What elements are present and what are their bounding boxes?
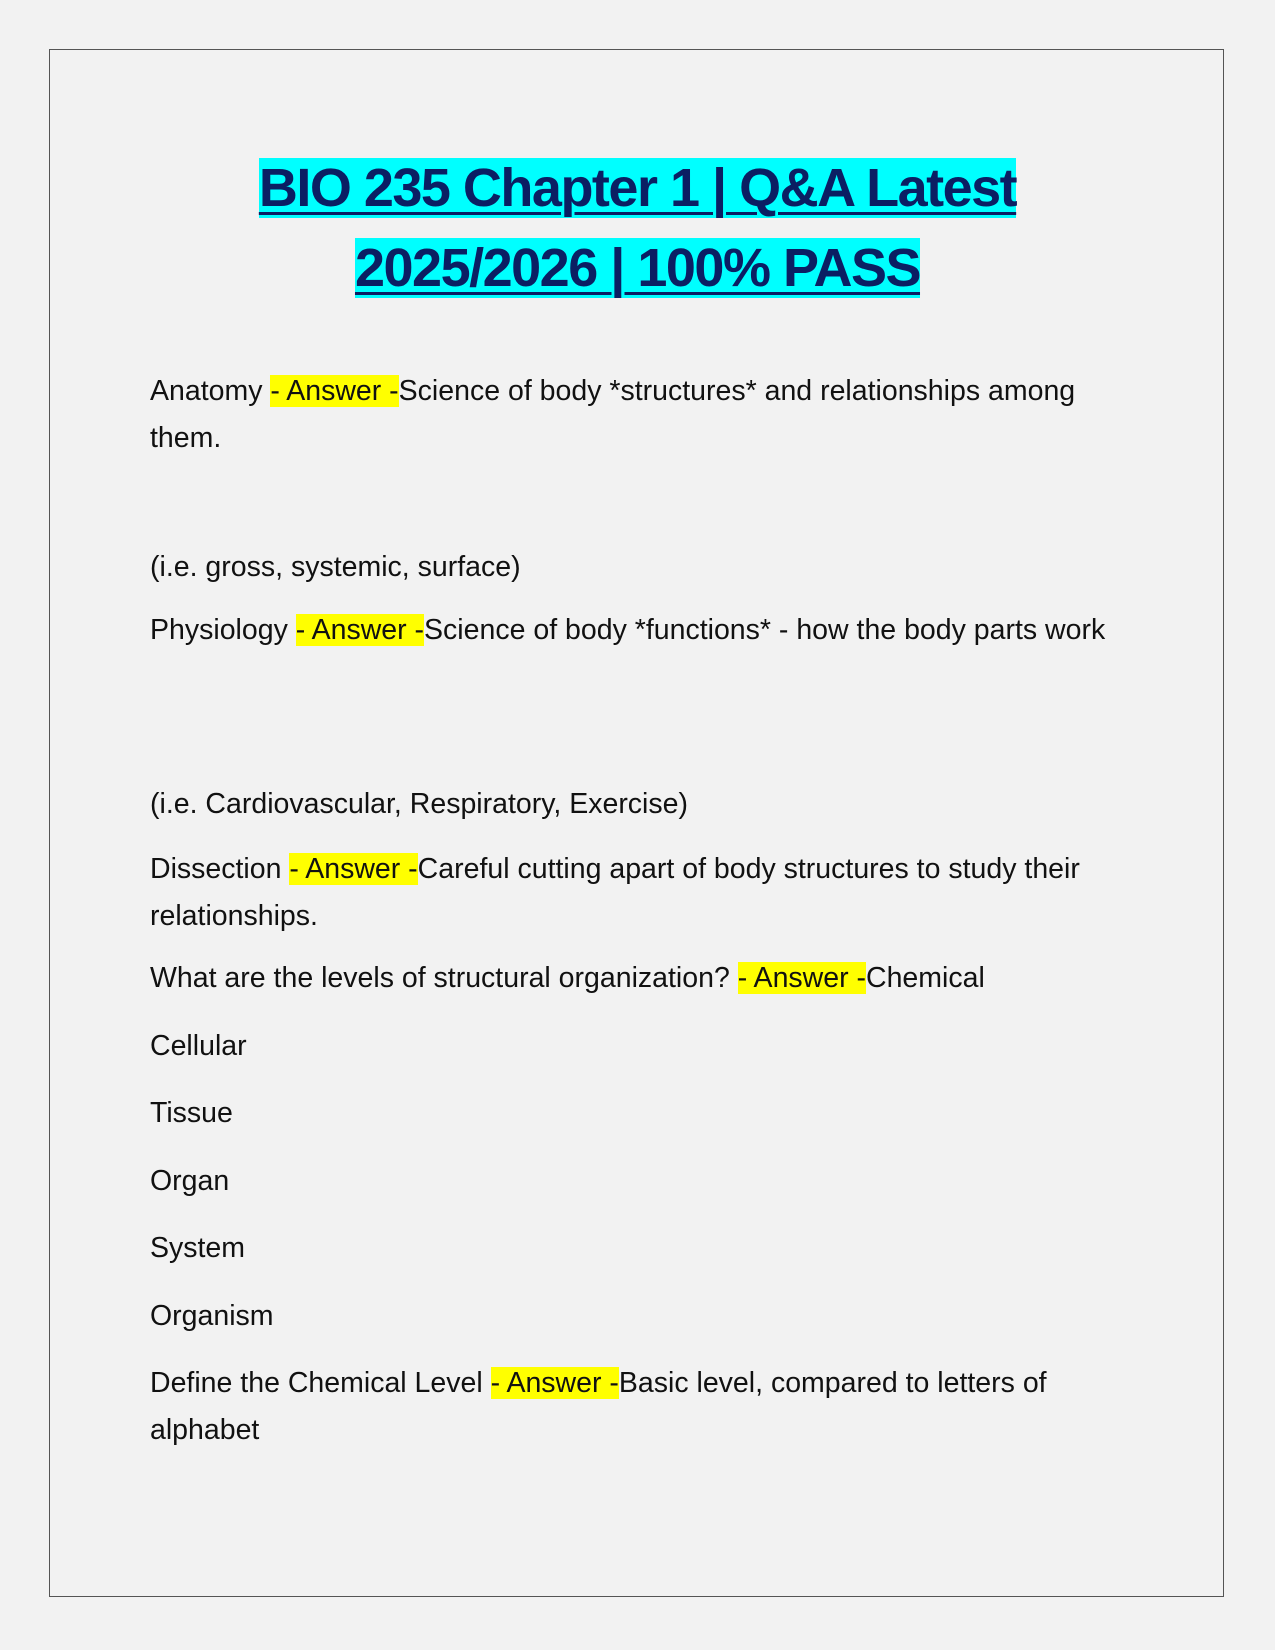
question-term: Physiology <box>150 614 296 646</box>
qa-physiology <box>150 607 1120 654</box>
answer-text: Chemical <box>866 962 985 994</box>
title-line-1: BIO 235 Chapter 1 | Q&A Latest <box>258 158 1017 218</box>
level-item: System <box>150 1232 246 1264</box>
question-term: Define the Chemical Level <box>150 1367 491 1399</box>
answer-text: Careful cutting apart of body structures to study their relationships. <box>150 853 1080 932</box>
qa-physiology-note: (i.e. Cardiovascular, Respiratory, Exercise) <box>150 788 688 820</box>
answer-marker: - Answer - <box>295 614 425 646</box>
level-item: Organism <box>150 1300 274 1332</box>
answer-text: Science of body *structures* and relationships among them. <box>150 375 1076 454</box>
document-title <box>120 148 1155 308</box>
level-item: Tissue <box>150 1097 233 1129</box>
level-item: Cellular <box>150 1030 247 1062</box>
qa-chemical-level <box>150 1360 1120 1454</box>
answer-marker: - Answer - <box>737 962 866 994</box>
answer-marker: - Answer - <box>289 853 418 885</box>
answer-marker: - Answer - <box>270 375 399 407</box>
question-term: What are the levels of structural organization? <box>150 962 738 994</box>
qa-dissection <box>150 846 1120 940</box>
answer-text: Science of body *functions* - how the body parts work <box>424 614 1106 646</box>
qa-anatomy-note: (i.e. gross, systemic, surface) <box>150 551 521 583</box>
level-item: Organ <box>150 1165 230 1197</box>
title-line-2: 2025/2026 | 100% PASS <box>354 238 921 298</box>
qa-levels <box>150 955 1120 1002</box>
answer-marker: - Answer - <box>490 1367 619 1399</box>
question-term: Anatomy <box>150 375 271 407</box>
question-term: Dissection <box>150 853 290 885</box>
answer-text: Basic level, compared to letters of alphabet <box>150 1367 1047 1446</box>
qa-anatomy <box>150 368 1120 462</box>
